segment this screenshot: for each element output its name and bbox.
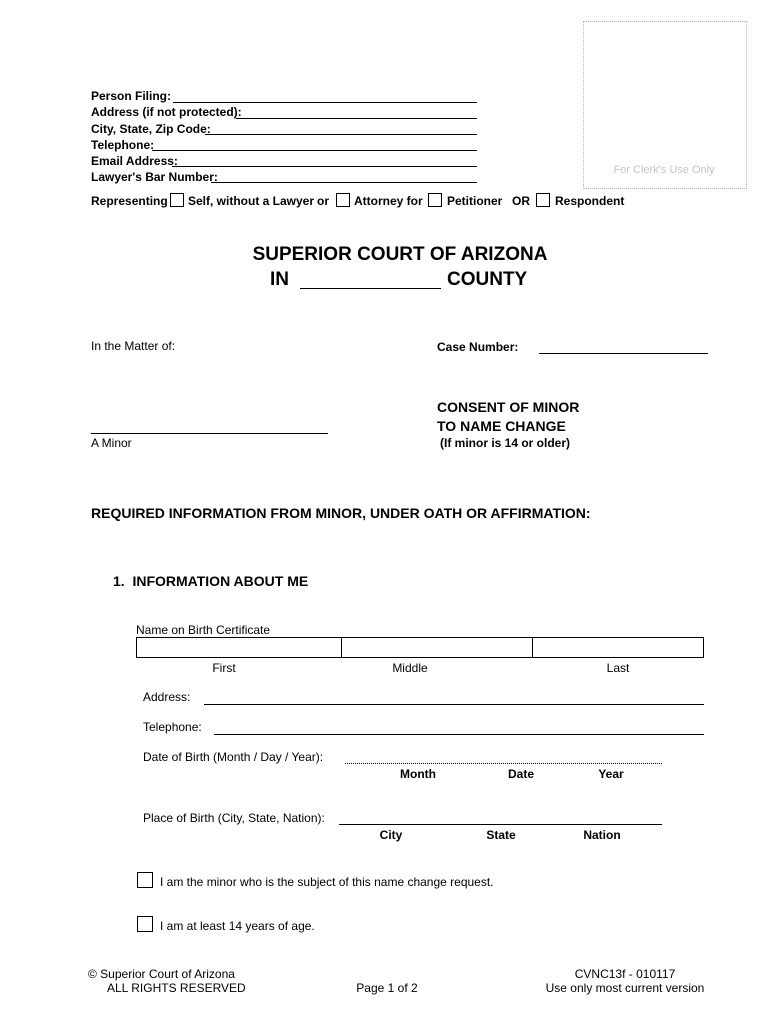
minor-telephone-field[interactable]: [214, 734, 704, 735]
last-name-caption: Last: [606, 661, 630, 675]
email-label: Email Address:: [91, 154, 178, 168]
footer-version-note: Use only most current version: [545, 981, 705, 995]
birth-cert-name-table: [136, 637, 704, 658]
minor-subject-checkbox[interactable]: [137, 872, 153, 888]
minor-telephone-label: Telephone:: [143, 720, 202, 734]
self-checkbox[interactable]: [170, 193, 184, 207]
person-filing-field[interactable]: [173, 102, 477, 103]
clerk-use-label: For Clerk's Use Only: [613, 164, 715, 176]
section-1-heading: 1. INFORMATION ABOUT ME: [113, 573, 309, 589]
county-field[interactable]: [300, 288, 441, 289]
petitioner-label: Petitioner: [447, 194, 503, 208]
required-heading: REQUIRED INFORMATION FROM MINOR, UNDER OATH OR AFFIRMATION:: [91, 505, 591, 521]
or-text-2: OR: [512, 194, 530, 208]
petitioner-checkbox[interactable]: [428, 193, 442, 207]
bar-number-label: Lawyer's Bar Number:: [91, 170, 218, 184]
pob-field[interactable]: [339, 824, 662, 825]
person-filing-label: Person Filing:: [91, 89, 172, 103]
city-state-zip-field[interactable]: [205, 134, 477, 135]
court-in: IN: [270, 269, 289, 290]
respondent-checkbox[interactable]: [536, 193, 550, 207]
address-label: Address (if not protected):: [91, 105, 242, 119]
representing-label: Representing: [91, 194, 168, 208]
dob-date-caption: Date: [507, 767, 534, 781]
minor-subject-label: I am the minor who is the subject of this name change request.: [160, 875, 494, 889]
address-field[interactable]: [236, 118, 477, 119]
age-14-checkbox[interactable]: [137, 916, 153, 932]
footer-page: Page 1 of 2: [356, 981, 418, 995]
self-label: Self, without a Lawyer: [188, 194, 315, 208]
or-text-1: or: [317, 194, 329, 208]
pob-label: Place of Birth (City, State, Nation):: [143, 811, 325, 825]
doc-title-line-2: TO NAME CHANGE: [437, 418, 566, 434]
age-14-label: I am at least 14 years of age.: [160, 919, 315, 933]
minor-address-label: Address:: [143, 690, 191, 704]
first-name-cell[interactable]: [137, 638, 342, 657]
court-county: COUNTY: [447, 269, 528, 290]
minor-name-field[interactable]: [91, 433, 328, 434]
dob-year-caption: Year: [598, 767, 624, 781]
case-number-field[interactable]: [539, 353, 708, 354]
birth-cert-label: Name on Birth Certificate: [136, 623, 271, 637]
first-name-caption: First: [212, 661, 236, 675]
court-title: SUPERIOR COURT OF ARIZONA: [252, 244, 548, 265]
telephone-label: Telephone:: [91, 138, 155, 152]
attorney-label: Attorney for: [354, 194, 423, 208]
footer-form-code: CVNC13f - 010117: [574, 967, 676, 981]
email-field[interactable]: [172, 166, 477, 167]
dob-month-caption: Month: [400, 767, 436, 781]
in-matter-label: In the Matter of:: [91, 339, 176, 353]
dob-label: Date of Birth (Month / Day / Year):: [143, 750, 324, 764]
footer-copyright: © Superior Court of Arizona: [88, 967, 235, 981]
dob-field[interactable]: [345, 763, 662, 764]
respondent-label: Respondent: [555, 194, 625, 208]
doc-title-line-1: CONSENT OF MINOR: [437, 399, 580, 415]
attorney-checkbox[interactable]: [336, 193, 350, 207]
doc-subtitle: (If minor is 14 or older): [440, 436, 571, 450]
a-minor-label: A Minor: [91, 436, 132, 450]
pob-city-caption: City: [379, 828, 403, 842]
pob-nation-caption: Nation: [583, 828, 621, 842]
last-name-cell[interactable]: [533, 638, 703, 657]
minor-address-field[interactable]: [204, 704, 704, 705]
middle-name-caption: Middle: [392, 661, 428, 675]
case-number-label: Case Number:: [437, 340, 519, 354]
middle-name-cell[interactable]: [342, 638, 533, 657]
bar-number-field[interactable]: [211, 182, 477, 183]
city-state-zip-label: City, State, Zip Code:: [91, 122, 211, 136]
telephone-field[interactable]: [152, 150, 477, 151]
pob-state-caption: State: [486, 828, 516, 842]
footer-rights: ALL RIGHTS RESERVED: [107, 981, 246, 995]
